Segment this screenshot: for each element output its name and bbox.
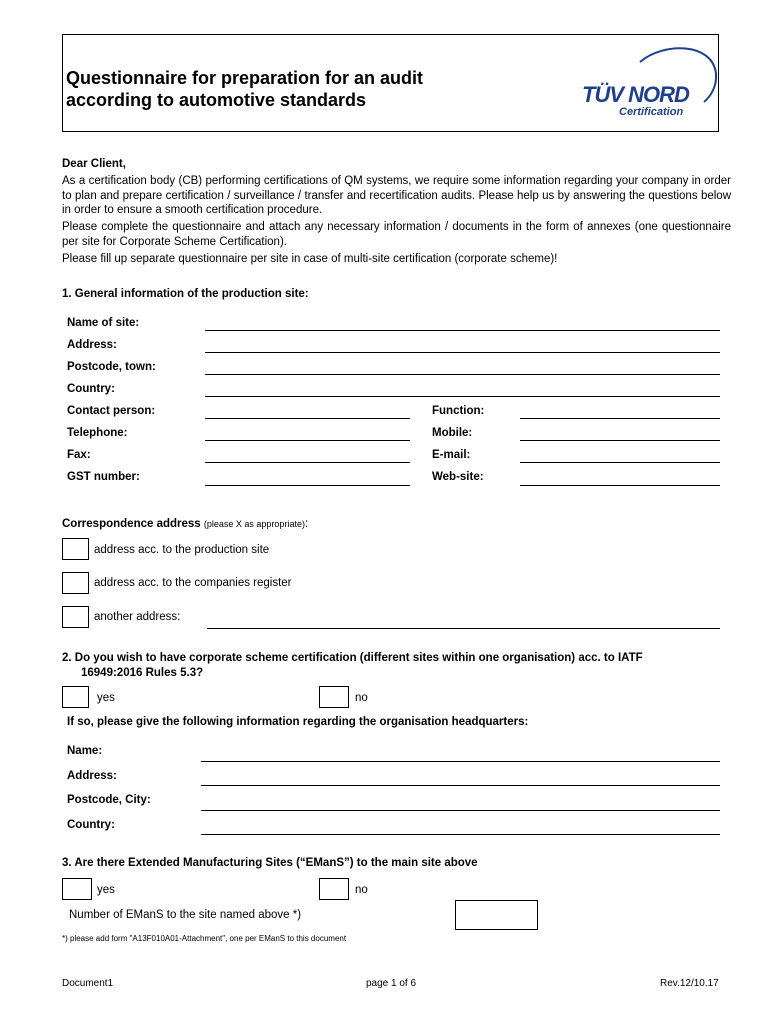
checkbox-corporate-no[interactable] — [319, 686, 349, 708]
country-label: Country: — [67, 383, 115, 395]
correspondence-hint: (please X as appropriate) — [203, 519, 305, 529]
hq-postcode-city-field[interactable] — [201, 810, 720, 811]
footer-revision: Rev.12/10.17 — [660, 978, 719, 989]
contact-person-field[interactable] — [205, 418, 410, 419]
gst-number-label: GST number: — [67, 471, 140, 483]
checkbox-production-site[interactable] — [62, 538, 89, 560]
greeting: Dear Client, — [62, 158, 126, 170]
logo-text: TÜV NORD — [582, 82, 689, 107]
tuv-nord-logo — [578, 44, 718, 124]
checkbox-emans-no[interactable] — [319, 878, 349, 900]
hq-name-field[interactable] — [201, 761, 720, 762]
postcode-town-field[interactable] — [205, 374, 720, 375]
name-of-site-field[interactable] — [205, 330, 720, 331]
website-field[interactable] — [520, 485, 720, 486]
option-companies-register-label: address acc. to the companies register — [94, 577, 292, 589]
hq-name-label: Name: — [67, 745, 103, 757]
logo-subtitle: Certification — [619, 106, 684, 118]
another-address-field[interactable] — [207, 628, 720, 629]
corporate-yes-label: yes — [97, 692, 115, 704]
hq-address-field[interactable] — [201, 785, 720, 786]
fax-label: Fax: — [67, 449, 91, 461]
fax-field[interactable] — [205, 462, 410, 463]
telephone-label: Telephone: — [67, 427, 128, 439]
hq-address-label: Address: — [67, 770, 117, 782]
mobile-label: Mobile: — [432, 427, 473, 439]
section-2-heading-line-2: 16949:2016 Rules 5.3? — [81, 666, 204, 679]
footnote: *) please add form "A13F010A01-Attachment", one per EManS to this document — [62, 934, 347, 943]
corporate-no-label: no — [355, 692, 368, 704]
page-title — [66, 67, 423, 111]
footer-document-name: Document1 — [62, 978, 114, 989]
footer-page-number: page 1 of 6 — [366, 978, 417, 989]
mobile-field[interactable] — [520, 440, 720, 441]
correspondence-heading — [62, 517, 308, 532]
section-2-heading-line-1: 2. Do you wish to have corporate scheme certification (different sites within one organisation) acc. to IATF — [62, 652, 643, 664]
address-label: Address: — [67, 339, 117, 351]
hq-country-label: Country: — [67, 819, 115, 831]
email-field[interactable] — [520, 462, 720, 463]
website-label: Web-site: — [432, 471, 484, 483]
gst-number-field[interactable] — [205, 485, 410, 486]
section-1-heading: 1. General information of the production site: — [62, 288, 309, 300]
title-line-2: according to automotive standards — [66, 90, 367, 110]
address-field[interactable] — [205, 352, 720, 353]
intro-paragraph-2: Please complete the questionnaire and attach any necessary information / documents in the form of annexes (one questionnaire per site for Corporate Scheme Certification). — [62, 221, 731, 248]
hq-postcode-city-label: Postcode, City: — [67, 794, 151, 806]
section-3-heading: 3. Are there Extended Manufacturing Sites (“EManS”) to the main site above — [62, 857, 478, 869]
option-production-site-label: address acc. to the production site — [94, 544, 270, 556]
intro-paragraph-1: As a certification body (CB) performing certifications of QM systems, we require some information regarding your company in order to plan and prepare certification / surveillance / transfer and recertification audits. Please help us by answering the questions below in order to ensure a smooth certification procedure. — [62, 175, 731, 216]
hq-country-field[interactable] — [201, 834, 720, 835]
checkbox-emans-yes[interactable] — [62, 878, 92, 900]
function-field[interactable] — [520, 418, 720, 419]
name-of-site-label: Name of site: — [67, 317, 140, 329]
headquarters-instruction: If so, please give the following information regarding the organisation headquarters: — [67, 716, 529, 728]
checkbox-another-address[interactable] — [62, 606, 89, 628]
emans-no-label: no — [355, 884, 368, 896]
country-field[interactable] — [205, 396, 720, 397]
telephone-field[interactable] — [205, 440, 410, 441]
checkbox-companies-register[interactable] — [62, 572, 89, 594]
postcode-town-label: Postcode, town: — [67, 361, 156, 373]
contact-person-label: Contact person: — [67, 405, 156, 417]
checkbox-corporate-yes[interactable] — [62, 686, 89, 708]
correspondence-label: Correspondence address — [62, 518, 201, 530]
intro-paragraph-3: Please fill up separate questionnaire per site in case of multi-site certification (corporate scheme)! — [62, 253, 558, 265]
correspondence-colon: : — [304, 518, 309, 530]
emans-number-input[interactable] — [455, 900, 538, 930]
function-label: Function: — [432, 405, 485, 417]
emans-yes-label: yes — [97, 884, 115, 896]
email-label: E-mail: — [432, 449, 471, 461]
emans-number-label: Number of EManS to the site named above *) — [69, 909, 302, 921]
section-2-heading — [62, 651, 643, 680]
option-another-address-label: another address: — [94, 611, 181, 623]
title-line-1: Questionnaire for preparation for an audit — [66, 68, 424, 88]
